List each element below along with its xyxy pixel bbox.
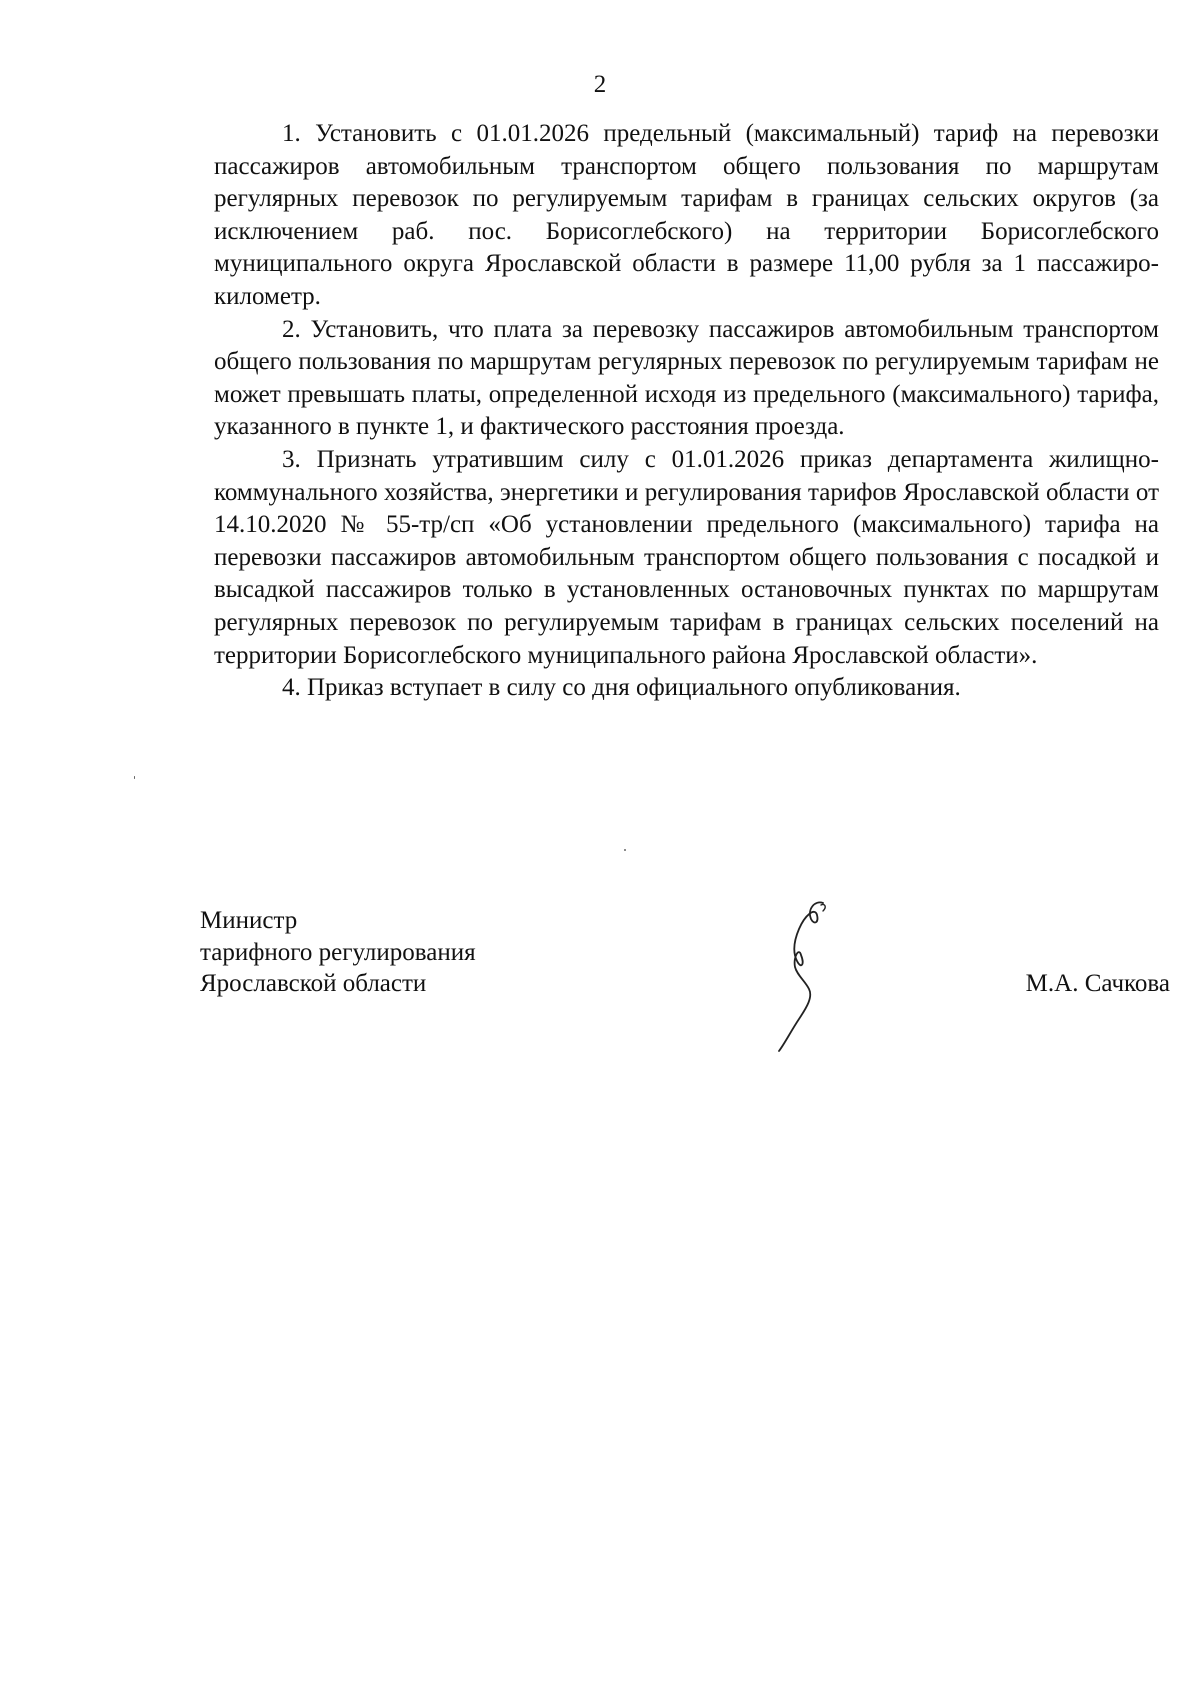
signatory-title-line-2: тарифного регулирования bbox=[200, 938, 476, 966]
scan-speck bbox=[624, 849, 626, 851]
paragraph-2: 2. Установить, что плата за перевозку пассажиров автомобильным транспортом общего пользования по маршрутам регулярных перевозок по регулируемым тарифам не может превышать платы, определенной исходя из предельного (максимального) тарифа, указанного в пункте 1, и фактического расстояния проезда. bbox=[214, 315, 1159, 441]
paragraph-3: 3. Признать утратившим силу с 01.01.2026 приказ департамента жилищно-коммунального хозяйства, энергетики и регулирования тарифов Ярославской области от 14.10.2020 № 55-тр/сп «Об установлении предельного (максимального) тарифа на перевозки пассажиров автомобильным транспортом общего пользования с посадкой и высадкой пассажиров только в установленных остановочных пунктах по маршрутам регулярных перевозок по регулируемым тарифам в границах сельских поселений на территории Борисоглебского муниципального района Ярославской области». bbox=[214, 445, 1159, 669]
signatory-title bbox=[200, 905, 476, 1000]
signer-name: М.А. Сачкова bbox=[1025, 970, 1170, 997]
paragraph-1: 1. Установить с 01.01.2026 предельный (максимальный) тариф на перевозки пассажиров автомобильным транспортом общего пользования по маршрутам регулярных перевозок по регулируемым тарифам в границах сельских округов (за исключением раб. пос. Борисоглебского) на территории Борисоглебского муниципального округа Ярославской области в размере 11,00 рубля за 1 пассажиро-километр. bbox=[214, 120, 1159, 310]
scan-speck bbox=[134, 776, 135, 779]
paragraph-4: 4. Приказ вступает в силу со дня официального опубликования. bbox=[282, 674, 961, 702]
document-body bbox=[214, 118, 1159, 705]
handwritten-signature bbox=[775, 895, 855, 1055]
signatory-title-line-1: Министр bbox=[200, 907, 298, 934]
signatory-title-line-3: Ярославской области bbox=[200, 970, 427, 997]
page-number: 2 bbox=[593, 71, 607, 98]
